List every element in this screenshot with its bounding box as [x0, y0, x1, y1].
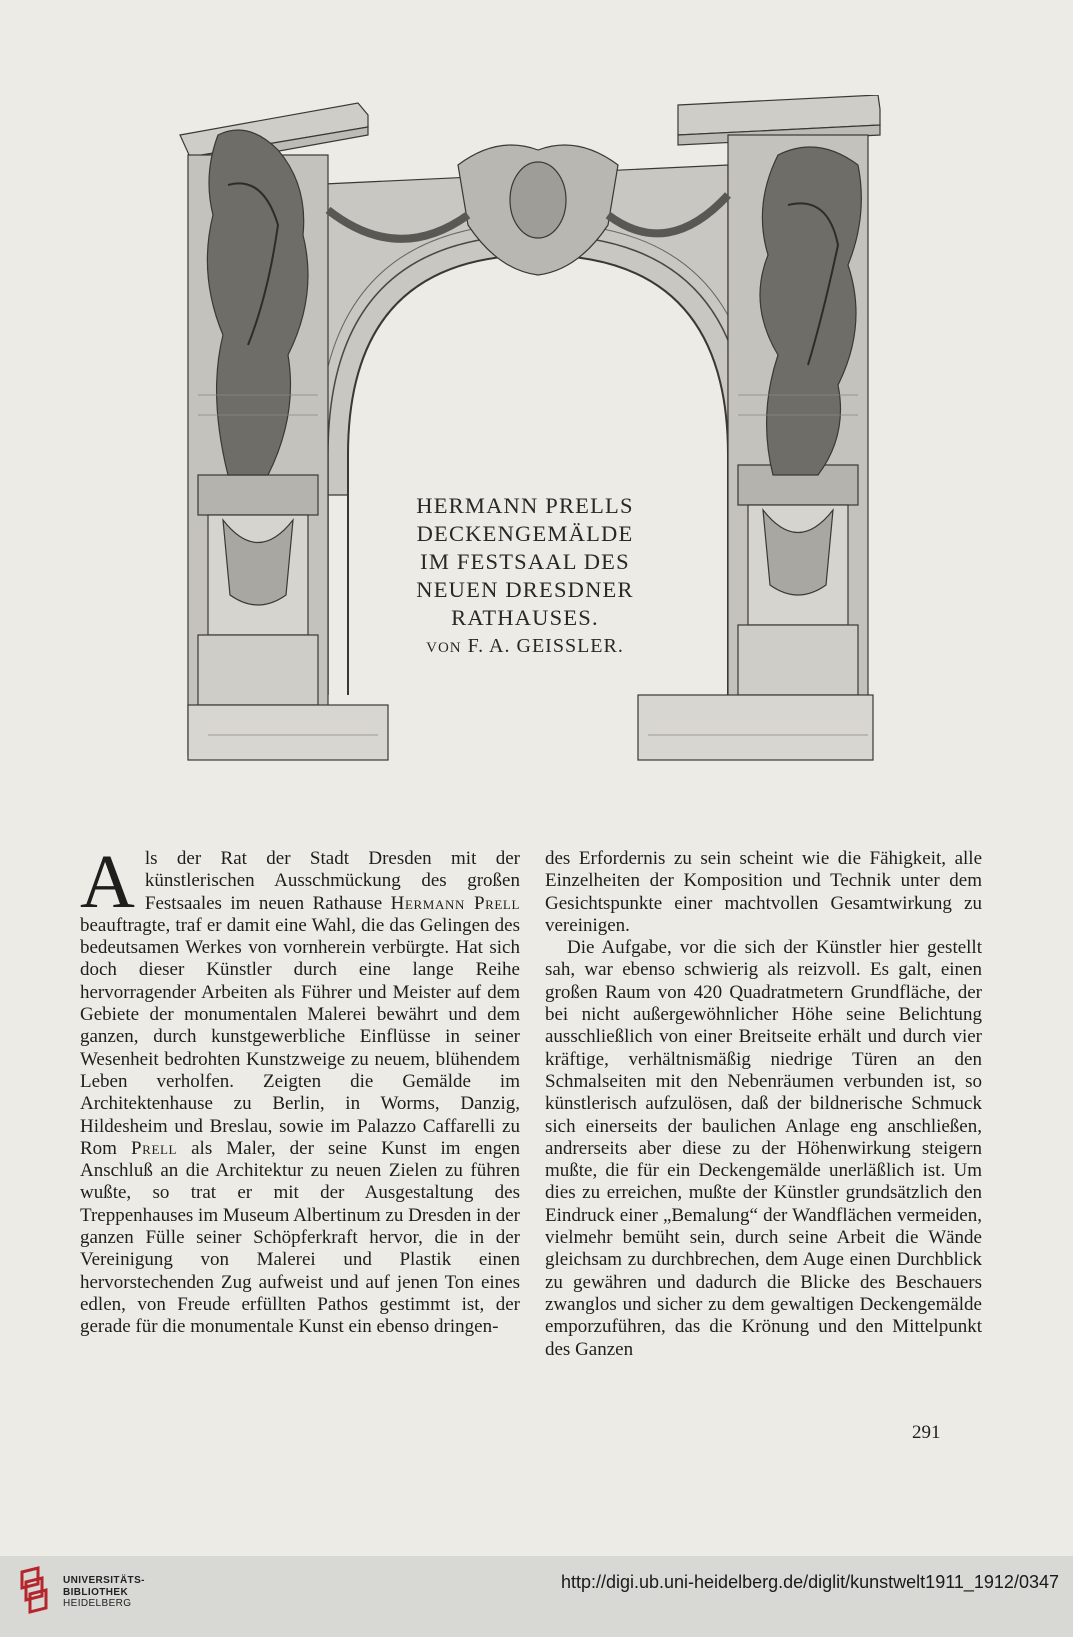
source-url-link[interactable]: http://digi.ub.uni-heidelberg.de/diglit/kunstwelt1911_1912/0347	[560, 1572, 1059, 1592]
paragraph	[80, 840, 521, 1339]
paragraph: Die Aufgabe, vor die sich der Künstler hier gestellt sah, war ebenso schwierig als reizvoll. Es galt, einen großen Raum von 420 Quadratmetern Grundfläche, der bei nicht außergewöhnlicher Höhe seine Belichtung ausschließlich von einer Breitseite erhält und durch vier kräftige, verhältnismäßig niedrige Türen an den Schmalseiten mit den Nebenräumen verbunden ist, so künstlerisch aufzulösen, daß der bildnerische Schmuck sich einerseits der baulichen Anlage eng anschließen, andrerseits aber diese zu der Höhenwirkung steigern mußte, die für ein Deckengemälde unerläßlich ist. Um dies zu erreichen, mußte der Künstler grundsätzlich den Eindruck einer „Bemalung“ der Wandflächen vermeiden, vielmehr bemüht sein, durch seine Arbeit die Wände gleichsam zu durchbrechen, dem Auge einen Durchblick zu gewähren und dadurch die Blicke des Beschauers zwanglos und sicher zu dem gewaltigen Deckengemälde emporzuführen, das die Krönung und den Mittelpunkt des Ganzen	[545, 937, 982, 1360]
footer-bar	[0, 1556, 1073, 1637]
author-byline	[395, 632, 655, 662]
title-line: IM FESTSAAL DES	[420, 549, 630, 574]
author-name: F. A. GEISSLER.	[467, 635, 624, 657]
title-line: NEUEN DRESDNER	[416, 577, 634, 602]
library-line: BIBLIOTHEK	[63, 1586, 129, 1598]
text-column-right	[545, 848, 982, 1361]
library-line: UNIVERSITÄTS-	[63, 1575, 145, 1586]
archway-illustration	[168, 95, 908, 805]
title-line: HERMANN PRELLS	[416, 493, 634, 518]
drop-cap: A	[80, 840, 135, 924]
text-column-left	[80, 840, 521, 1339]
title-line: DECKENGEMÄLDE	[416, 521, 634, 546]
library-name	[63, 1575, 145, 1610]
ub-heidelberg-logo-icon	[18, 1566, 58, 1614]
paragraph-text: ls der Rat der Stadt Dresden mit der künstlerischen Ausschmückung des großen Festsaales im neuen Rathause	[144, 848, 520, 914]
title-line: RATHAUSES.	[451, 605, 599, 630]
page-number: 291	[912, 1422, 941, 1443]
artist-name: Prell	[131, 1137, 178, 1159]
artist-name: Hermann Prell	[390, 892, 521, 914]
paragraph-text: beauftragte, traf er damit eine Wahl, die das Gelingen des bedeutsamen Werkes von vornherein verbürgte. Hat sich doch dieser Künstler durch eine lange Reihe hervorragender Arbeiten als Führer und Meister auf dem Gebiete der monumentalen Malerei bewährt und dem ganzen, durch kunstgewerbliche Einflüsse in seiner Wesenheit bedrohten Kunstzweige zu neuem, blühendem Leben verholfen. Zeigten die Gemälde im Architektenhause zu Berlin, in Worms, Danzig, Hildesheim und Breslau, sowie im Palazzo Caffarelli zu Rom	[80, 914, 520, 1159]
library-line: HEIDELBERG	[63, 1598, 132, 1609]
author-prefix: VON	[426, 640, 462, 656]
paragraph-text: als Maler, der seine Kunst im engen Anschluß an die Architektur zu neuen Zielen zu führen wußte, so trat er mit der Ausgestaltung des Treppenhauses im Museum Albertinum zu Dresden in der ganzen Fülle seiner Schöpferkraft hervor, die in der Vereinigung von Malerei und Plastik einen hervorstechenden Zug aufweist und auf jenen Ton eines edlen, von Freude erfüllten Pathos gestimmt ist, der gerade für die monumentale Kunst ein ebenso dringen-	[80, 1137, 520, 1338]
archway-with-atlas-figures-icon	[168, 95, 908, 805]
article-title	[395, 492, 655, 662]
paragraph: des Erfordernis zu sein scheint wie die Fähigkeit, alle Einzelheiten der Komposition und Technik unter dem Gesichtspunkte einer machtvollen Gesamtwirkung zu vereinigen.	[545, 848, 982, 936]
